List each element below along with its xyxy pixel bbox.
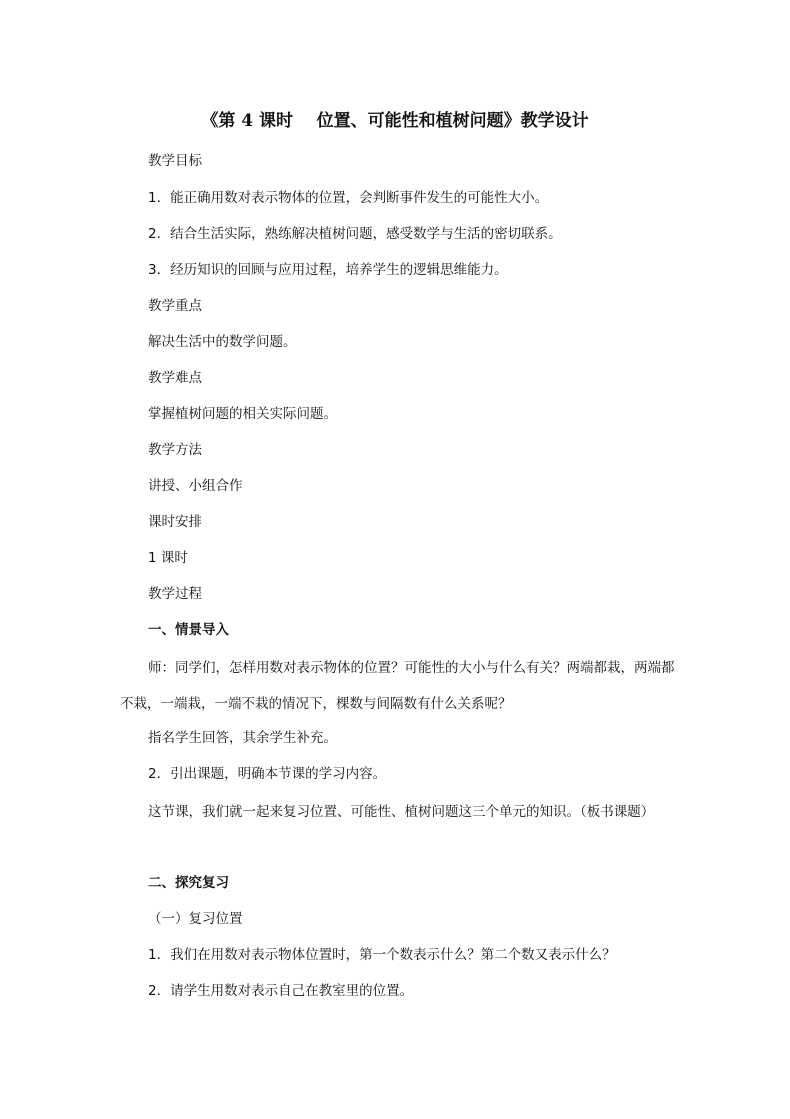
key-text: 解决生活中的数学问题。 <box>148 334 297 350</box>
goals-heading: 教学目标 <box>148 153 202 169</box>
goal-item-2: 2．结合生活实际，熟练解决植树问题，感受数学与生活的密切联系。 <box>148 226 562 242</box>
lesson-intro-paragraph: 这节课，我们就一起来复习位置、可能性、植树问题这三个单元的知识。（板书课题） <box>148 804 655 820</box>
difficult-heading: 教学难点 <box>148 370 202 386</box>
teacher-question-paragraph: 师：同学们，怎样用数对表示物体的位置？可能性的大小与什么有关？两端都栽，两端都不栽，一端栽，一端不栽的情况下，棵数与间隔数有什么关系呢？ <box>120 660 675 712</box>
document-title: 《第 4 课时 位置、可能性和植树问题》教学设计 <box>201 111 589 131</box>
position-question-2: 2．请学生用数对表示自己在教室里的位置。 <box>148 983 414 999</box>
schedule-heading: 课时安排 <box>148 514 202 530</box>
student-answer: 指名学生回答，其余学生补充。 <box>148 730 337 746</box>
key-heading: 教学重点 <box>148 298 202 314</box>
section-2-heading: 二、探究复习 <box>148 875 229 891</box>
goal-item-3: 3．经历知识的回顾与应用过程，培养学生的逻辑思维能力。 <box>148 262 508 278</box>
method-heading: 教学方法 <box>148 442 202 458</box>
intro-step-2: 2．引出课题，明确本节课的学习内容。 <box>148 766 387 782</box>
position-question-1: 1．我们在用数对表示物体位置时，第一个数表示什么？第二个数又表示什么？ <box>148 947 616 963</box>
process-heading: 教学过程 <box>148 586 202 602</box>
method-text: 讲授、小组合作 <box>148 478 243 494</box>
subsection-1-heading: （一）复习位置 <box>148 911 243 927</box>
section-1-heading: 一、情景导入 <box>148 622 229 638</box>
schedule-text: 1 课时 <box>148 550 188 566</box>
difficult-text: 掌握植树问题的相关实际问题。 <box>148 406 337 422</box>
goal-item-1: 1．能正确用数对表示物体的位置，会判断事件发生的可能性大小。 <box>148 190 549 206</box>
